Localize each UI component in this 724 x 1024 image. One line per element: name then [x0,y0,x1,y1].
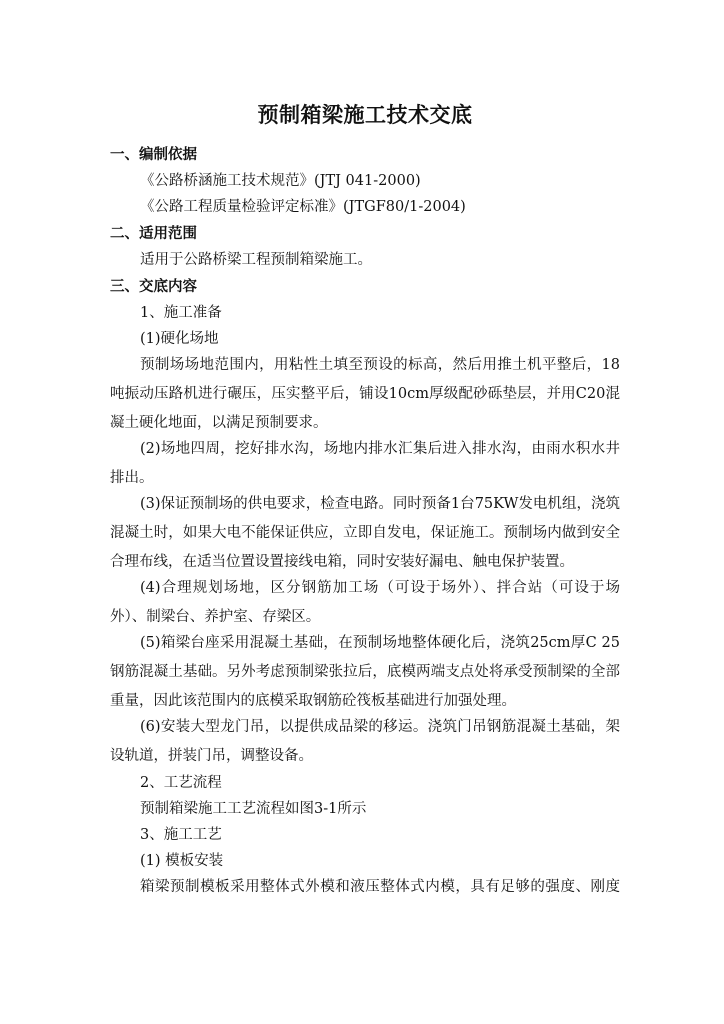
subheading-formwork: (1) 模板安装 [140,853,224,869]
paragraph-formwork: 箱梁预制模板采用整体式外模和液压整体式内模，具有足够的强度、刚度 [140,879,620,895]
basis-item-quality-standard: 《公路工程质量检验评定标准》(JTGF80/1-2004) [140,199,466,215]
paragraph-site-planning: (4)合理规划场地，区分钢筋加工场（可设于场外）、拌合站（可设于场外）、制梁台、养护室、存梁区。 [110,580,620,625]
subheading-process-flow: 2、工艺流程 [140,775,222,791]
paragraph-drainage: (2)场地四周，挖好排水沟，场地内排水汇集后进入排水沟，由雨水积水井排出。 [110,441,620,486]
document-body [110,100,620,904]
section-heading-basis: 一、编制依据 [110,147,197,163]
document-title: 预制箱梁施工技术交底 [257,103,473,127]
scope-text: 适用于公路桥梁工程预制箱梁施工。 [140,252,372,268]
section-heading-scope: 二、适用范围 [110,226,197,242]
paragraph-site-leveling: 预制场场地范围内，用粘性土填至预设的标高，然后用推土机平整后，18吨振动压路机进行碾压，压实整平后，铺设10cm厚级配砂砾垫层，并用C20混凝土硬化地面，以满足预制要求。 [110,357,620,431]
paragraph-gantry-crane: (6)安装大型龙门吊，以提供成品梁的移运。浇筑门吊钢筋混凝土基础，架设轨道，拼装门吊，调整设备。 [110,719,620,764]
process-flow-text: 预制箱梁施工工艺流程如图3-1所示 [140,801,367,817]
subheading-construction-process: 3、施工工艺 [140,827,222,843]
basis-item-bridge-spec: 《公路桥涵施工技术规范》(JTJ 041-2000) [140,173,421,189]
paragraph-pedestal-foundation: (5)箱梁台座采用混凝土基础，在预制场地整体硬化后，浇筑25cm厚C 25钢筋混凝土基础。另外考虑预制梁张拉后，底模两端支点处将承受预制梁的全部重量，因此该范围内的底模采取钢筋砼筏板基础进行加强处理。 [110,635,620,709]
subheading-preparation: 1、施工准备 [140,305,222,321]
section-heading-content: 三、交底内容 [110,279,197,295]
paragraph-power-supply: (3)保证预制场的供电要求，检查电路。同时预备1台75KW发电机组，浇筑混凝土时，如果大电不能保证供应，立即自发电，保证施工。预制场内做到安全合理布线，在适当位置设置接线电箱，同时安装好漏电、触电保护装置。 [110,496,620,570]
subheading-hardened-site: (1)硬化场地 [140,331,219,347]
